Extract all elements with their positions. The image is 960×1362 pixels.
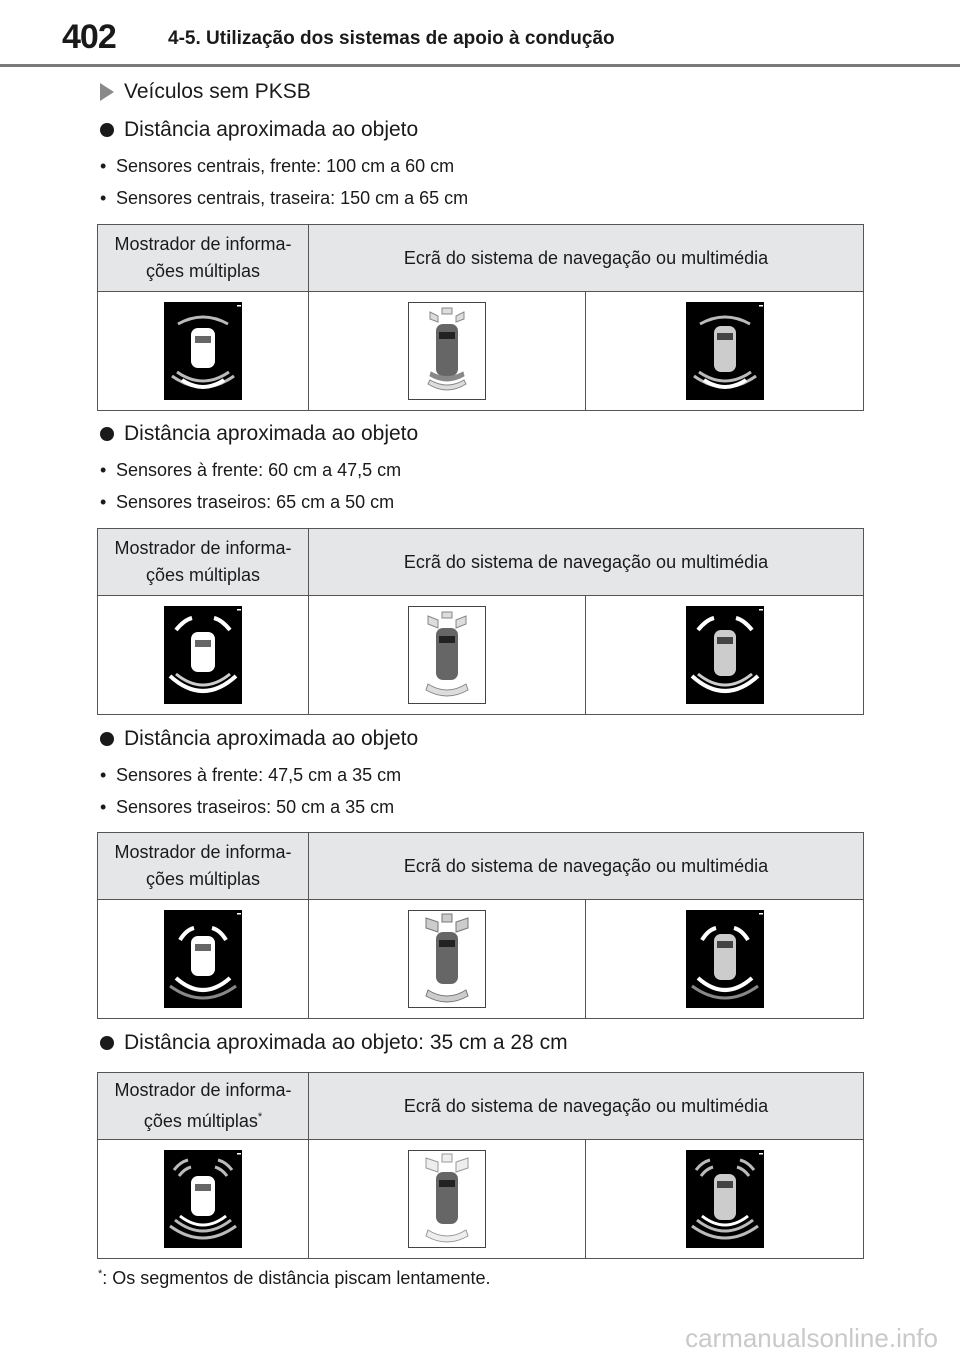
parking-sensor-nav-display-icon	[408, 910, 486, 1008]
block-heading: Distância aproximada ao objeto	[100, 422, 418, 446]
round-bullet-icon	[100, 732, 114, 746]
page-header	[0, 0, 960, 68]
bullet-item: • Sensores centrais, frente: 100 cm a 60 cm	[100, 156, 455, 176]
parking-sensor-mid-display-icon	[164, 302, 242, 400]
table-header-nav: Ecrã do sistema de navegação ou multimédia	[309, 833, 864, 900]
parking-sensor-nav-display-icon	[408, 302, 486, 400]
table-header-nav: Ecrã do sistema de navegação ou multimédia	[309, 1073, 864, 1140]
table-header-mid: Mostrador de informa- ções múltiplas	[98, 225, 309, 292]
bullet-item: • Sensores à frente: 47,5 cm a 35 cm	[100, 765, 402, 785]
parking-sensor-nav-display-icon	[408, 1150, 486, 1248]
display-table	[97, 224, 864, 411]
nav-display-image	[309, 596, 586, 715]
round-bullet-icon	[100, 1036, 114, 1050]
bullet-item: • Sensores centrais, traseira: 150 cm a 65 cm	[100, 188, 469, 208]
block-heading: Distância aproximada ao objeto: 35 cm a 28 cm	[100, 1031, 568, 1055]
mid-display-image	[98, 596, 309, 715]
parking-sensor-nav-display-alt-icon	[686, 1150, 764, 1248]
bullet-item: • Sensores à frente: 60 cm a 47,5 cm	[100, 460, 402, 480]
nav-display-image	[309, 292, 586, 411]
parking-sensor-mid-display-icon	[164, 606, 242, 704]
parking-sensor-nav-display-alt-icon	[686, 910, 764, 1008]
round-bullet-icon	[100, 427, 114, 441]
nav-display-image-2	[586, 596, 864, 715]
triangle-bullet-icon	[100, 83, 114, 101]
block-heading: Distância aproximada ao objeto	[100, 118, 418, 142]
mid-display-image	[98, 292, 309, 411]
display-table	[97, 528, 864, 715]
parking-sensor-mid-display-icon	[164, 910, 242, 1008]
footnote: *: Os segmentos de distância piscam lentamente.	[98, 1268, 491, 1288]
nav-display-image	[309, 900, 586, 1019]
display-table	[97, 1072, 864, 1259]
nav-display-image-2	[586, 900, 864, 1019]
table-header-mid: Mostrador de informa- ções múltiplas	[98, 833, 309, 900]
nav-display-image-2	[586, 292, 864, 411]
footnote-mark: *	[257, 1111, 263, 1123]
nav-display-image	[309, 1140, 586, 1259]
table-header-nav: Ecrã do sistema de navegação ou multimédia	[309, 529, 864, 596]
round-bullet-icon	[100, 123, 114, 137]
parking-sensor-nav-display-alt-icon	[686, 302, 764, 400]
parking-sensor-nav-display-alt-icon	[686, 606, 764, 704]
bullet-item: • Sensores traseiros: 50 cm a 35 cm	[100, 797, 395, 817]
bullet-item: • Sensores traseiros: 65 cm a 50 cm	[100, 492, 395, 512]
chapter-title: 4-5. Utilização dos sistemas de apoio à condução	[168, 28, 615, 49]
parking-sensor-mid-display-icon	[164, 1150, 242, 1248]
mid-display-image	[98, 1140, 309, 1259]
table-header-mid: Mostrador de informa- ções múltiplas	[98, 529, 309, 596]
mid-display-image	[98, 900, 309, 1019]
watermark: carmanualsonline.info	[685, 1323, 938, 1353]
page-number: 402	[62, 18, 116, 56]
table-header-mid: Mostrador de informa- ções múltiplas*	[98, 1073, 309, 1140]
block-heading: Distância aproximada ao objeto	[100, 727, 418, 751]
display-table	[97, 832, 864, 1019]
header-divider	[0, 64, 960, 67]
parking-sensor-nav-display-icon	[408, 606, 486, 704]
nav-display-image-2	[586, 1140, 864, 1259]
section-title: Veículos sem PKSB	[100, 80, 311, 104]
table-header-nav: Ecrã do sistema de navegação ou multimédia	[309, 225, 864, 292]
